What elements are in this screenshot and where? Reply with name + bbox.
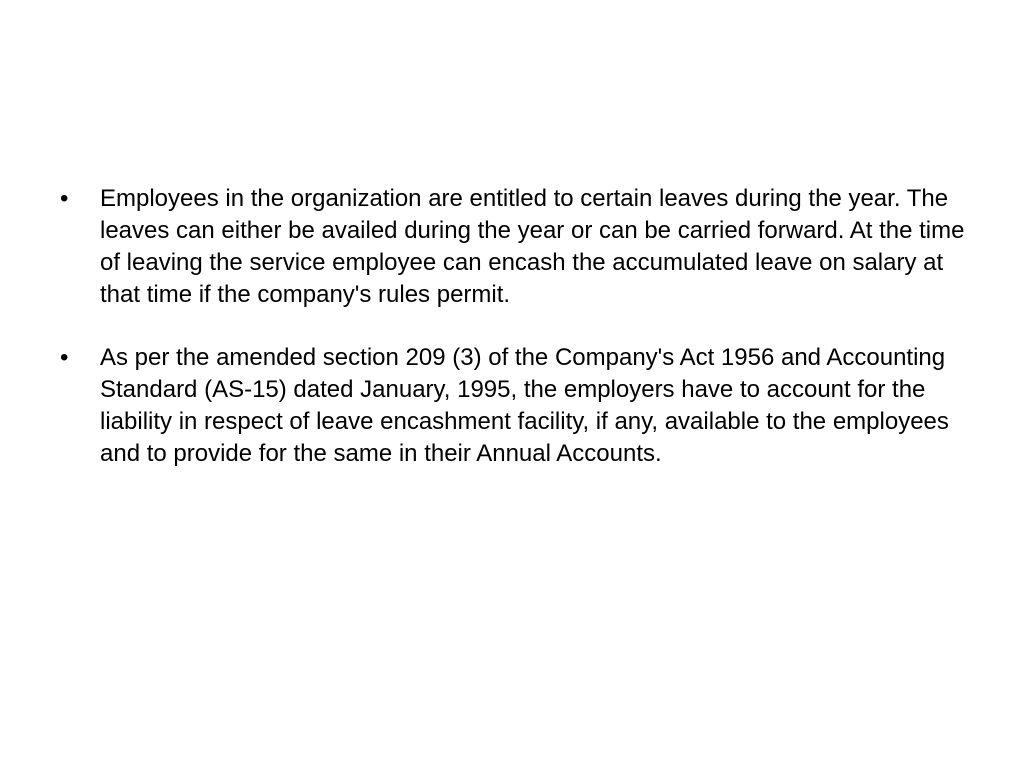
bullet-text-accounting-standard: As per the amended section 209 (3) of the Company's Act 1956 and Accounting Standard (AS-15) dated January, 1995, the employers have to account for the liability in respect of leave encashment facility, if any, available to the employees and to provide for the same in their Annual Accounts. <box>100 344 949 467</box>
bullet-item-2 <box>60 342 970 470</box>
bullet-marker: • <box>60 185 69 212</box>
bullet-text-leave-entitlement: Employees in the organization are entitled to certain leaves during the year. The leaves can either be availed during the year or can be carried forward. At the time of leaving the service employee can encash the accumulated leave on salary at that time if the company's rules permit. <box>100 185 965 308</box>
bullet-item-1 <box>60 183 970 311</box>
bullet-marker: • <box>60 344 69 371</box>
bullet-list <box>60 183 970 501</box>
